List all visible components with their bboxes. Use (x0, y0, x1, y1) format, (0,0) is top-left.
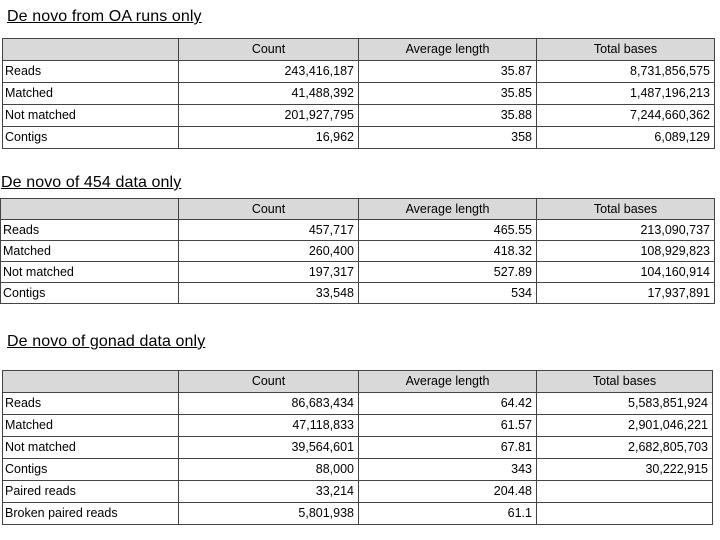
section-title-oa-runs: De novo from OA runs only (7, 8, 202, 25)
table-cell: 527.89 (359, 262, 537, 283)
column-header: Count (179, 199, 359, 220)
table-cell: 41,488,392 (179, 83, 359, 105)
column-header: Total bases (537, 39, 715, 61)
table-cell: 2,901,046,221 (537, 415, 713, 437)
column-header: Total bases (537, 371, 713, 393)
table-cell: 86,683,434 (179, 393, 359, 415)
table-cell: 47,118,833 (179, 415, 359, 437)
table-cell: 35.87 (359, 61, 537, 83)
column-header: Total bases (537, 199, 715, 220)
table-cell: 465.55 (359, 220, 537, 241)
header-corner (1, 199, 179, 220)
table-cell: 457,717 (179, 220, 359, 241)
row-label: Contigs (1, 283, 179, 304)
table-cell: 358 (359, 127, 537, 149)
table-cell: 7,244,660,362 (537, 105, 715, 127)
table-cell: 204.48 (359, 481, 537, 503)
table-cell: 243,416,187 (179, 61, 359, 83)
row-label: Paired reads (3, 481, 179, 503)
row-label: Broken paired reads (3, 503, 179, 525)
table-cell: 108,929,823 (537, 241, 715, 262)
table-cell: 16,962 (179, 127, 359, 149)
table-row (3, 481, 713, 503)
row-label: Contigs (3, 459, 179, 481)
table-row (3, 61, 715, 83)
table-row (3, 437, 713, 459)
table-gonad-data (2, 370, 713, 525)
column-header: Count (179, 39, 359, 61)
table-cell: 5,583,851,924 (537, 393, 713, 415)
table-row (3, 105, 715, 127)
table-cell: 6,089,129 (537, 127, 715, 149)
table-row (1, 262, 715, 283)
table-cell: 30,222,915 (537, 459, 713, 481)
table-row (3, 503, 713, 525)
row-label: Contigs (3, 127, 179, 149)
header-corner (3, 39, 179, 61)
row-label: Matched (3, 415, 179, 437)
table-454-data (0, 198, 715, 304)
table-cell: 201,927,795 (179, 105, 359, 127)
table-cell: 104,160,914 (537, 262, 715, 283)
column-header: Average length (359, 371, 537, 393)
section-title-gonad-data: De novo of gonad data only (7, 333, 206, 350)
row-label: Not matched (3, 437, 179, 459)
table-cell: 197,317 (179, 262, 359, 283)
table-cell: 1,487,196,213 (537, 83, 715, 105)
table-oa-runs (2, 38, 715, 149)
table-cell: 418.32 (359, 241, 537, 262)
row-label: Matched (1, 241, 179, 262)
table-cell (537, 503, 713, 525)
column-header: Average length (359, 199, 537, 220)
table-row (3, 415, 713, 437)
header-row (3, 371, 713, 393)
row-label: Reads (3, 393, 179, 415)
table-cell: 35.85 (359, 83, 537, 105)
table-cell: 39,564,601 (179, 437, 359, 459)
row-label: Reads (1, 220, 179, 241)
section-title-454-data: De novo of 454 data only (1, 174, 182, 191)
row-label: Matched (3, 83, 179, 105)
row-label: Not matched (3, 105, 179, 127)
table-cell: 343 (359, 459, 537, 481)
table-cell (537, 481, 713, 503)
table-row (3, 459, 713, 481)
table-cell: 33,214 (179, 481, 359, 503)
table-cell: 534 (359, 283, 537, 304)
header-corner (3, 371, 179, 393)
table-row (1, 283, 715, 304)
table-cell: 35.88 (359, 105, 537, 127)
row-label: Not matched (1, 262, 179, 283)
row-label: Reads (3, 61, 179, 83)
table-cell: 213,090,737 (537, 220, 715, 241)
table-cell: 8,731,856,575 (537, 61, 715, 83)
table-cell: 88,000 (179, 459, 359, 481)
table-row (1, 220, 715, 241)
header-row (3, 39, 715, 61)
table-cell: 61.57 (359, 415, 537, 437)
table-cell: 5,801,938 (179, 503, 359, 525)
table-cell: 67.81 (359, 437, 537, 459)
table-cell: 64.42 (359, 393, 537, 415)
column-header: Average length (359, 39, 537, 61)
table-cell: 260,400 (179, 241, 359, 262)
header-row (1, 199, 715, 220)
table-cell: 2,682,805,703 (537, 437, 713, 459)
table-row (1, 241, 715, 262)
table-row (3, 393, 713, 415)
table-cell: 33,548 (179, 283, 359, 304)
table-row (3, 127, 715, 149)
table-row (3, 83, 715, 105)
column-header: Count (179, 371, 359, 393)
table-cell: 61.1 (359, 503, 537, 525)
table-cell: 17,937,891 (537, 283, 715, 304)
